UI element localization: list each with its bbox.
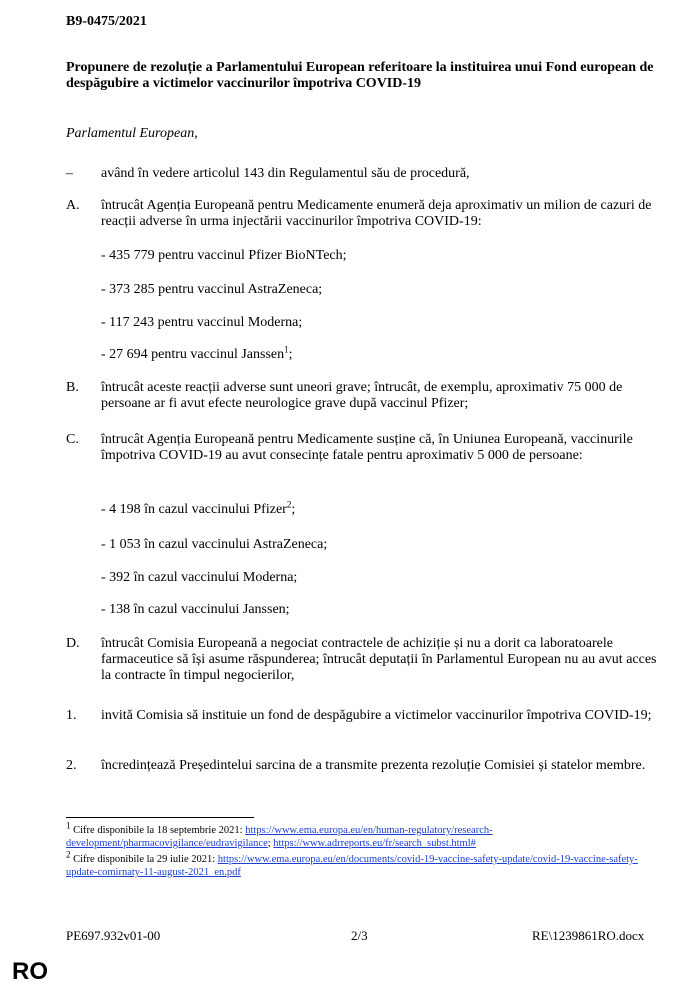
- operative-2-mark: 2.: [66, 758, 77, 773]
- list-item-end: ;: [288, 347, 293, 362]
- recital-a-mark: A.: [66, 198, 80, 213]
- list-item: - 435 779 pentru vaccinul Pfizer BioNTech;: [101, 248, 347, 263]
- list-item: - 1 053 în cazul vaccinului AstraZeneca;: [101, 537, 328, 552]
- operative-1-mark: 1.: [66, 708, 77, 723]
- footnote-1-link-adrreports[interactable]: https://www.adrreports.eu/fr/search_subst.html#: [273, 838, 476, 849]
- footnote-2-mark: 2: [66, 849, 71, 860]
- recital-c-mark: C.: [66, 432, 79, 447]
- footnote-1-text: Cifre disponibile la 18 septembrie 2021:: [70, 825, 246, 836]
- recital-a-text: întrucât Agenția Europeană pentru Medicamente enumeră deja aproximativ un milion de cazuri de reacții adverse în urma injectării vaccinurilor împotriva COVID-19:: [101, 198, 652, 229]
- list-item-end: ;: [291, 502, 296, 517]
- recital-c-text: întrucât Agenția Europeană pentru Medicamente susține că, în Uniunea Europeană, vaccinurile împotriva COVID-19 au avut consecințe fatale pentru aproximativ 5 000 de persoane:: [101, 432, 633, 463]
- list-item: - 138 în cazul vaccinului Janssen;: [101, 602, 290, 617]
- list-item: [101, 344, 293, 363]
- list-item: - 392 în cazul vaccinului Moderna;: [101, 570, 298, 585]
- footer-file-name: RE\1239861RO.docx: [532, 928, 645, 943]
- operative-1-text: invită Comisia să instituie un fond de despăgubire a victimelor vaccinurilor împotriva COVID-19;: [101, 708, 652, 723]
- list-item: - 373 285 pentru vaccinul AstraZeneca;: [101, 282, 323, 297]
- list-item-text: - 4 198 în cazul vaccinului Pfizer: [101, 502, 287, 517]
- citation-mark: –: [66, 166, 73, 181]
- document-title: Propunere de rezoluție a Parlamentului European referitoare la instituirea unui Fond european de despăgubire a victimelor vaccinurilor împotriva COVID-19: [66, 60, 654, 91]
- footnote-2-link-ema[interactable]: https://www.ema.europa.eu/en/documents/covid-19-vaccine-safety-update/covid-19-vaccine-safety-update-comirnaty-11-august-2021_en.pdf: [66, 854, 638, 878]
- list-item-text: - 27 694 pentru vaccinul Janssen: [101, 347, 285, 362]
- footer-page-number: 2/3: [351, 928, 368, 943]
- recital-b-mark: B.: [66, 380, 79, 395]
- list-item: - 117 243 pentru vaccinul Moderna;: [101, 315, 303, 330]
- intro-line: Parlamentul European,: [66, 126, 198, 141]
- recital-b-text: întrucât aceste reacții adverse sunt uneori grave; întrucât, de exemplu, aproximativ 75 000 de persoane ar fi avut efecte neurologice grave după vaccinul Pfizer;: [101, 380, 623, 411]
- document-code: B9-0475/2021: [66, 14, 147, 29]
- footnote-2: [66, 849, 656, 879]
- footnote-1: [66, 820, 656, 850]
- footer-doc-reference: PE697.932v01-00: [66, 928, 161, 943]
- recital-d-text: întrucât Comisia Europeană a negociat contractele de achiziție și nu a dorit ca laboratoarele farmaceutice să își asume răspunderea; întrucât deputații în Parlamentul European nu au avut acces la contracte în timpul negocierilor,: [101, 636, 657, 683]
- footnote-1-link-ema[interactable]: https://www.ema.europa.eu/en/human-regulatory/research-development/pharmacovigilance/eudravigilance: [66, 825, 493, 849]
- footnote-1-separator: ;: [267, 838, 274, 849]
- footnote-2-text: Cifre disponibile la 29 iulie 2021:: [70, 854, 218, 865]
- operative-2-text: încredințează Președintelui sarcina de a transmite prezenta rezoluție Comisiei și statelor membre.: [101, 758, 646, 773]
- footnote-1-mark: 1: [66, 820, 71, 831]
- citation-text: având în vedere articolul 143 din Regulamentul său de procedură,: [101, 166, 470, 181]
- recital-d-mark: D.: [66, 636, 80, 651]
- footnote-ref: 2: [286, 499, 292, 510]
- list-item: [101, 499, 296, 518]
- language-code: RO: [12, 958, 48, 985]
- footnote-ref: 1: [284, 344, 289, 355]
- footnote-separator: [66, 817, 254, 818]
